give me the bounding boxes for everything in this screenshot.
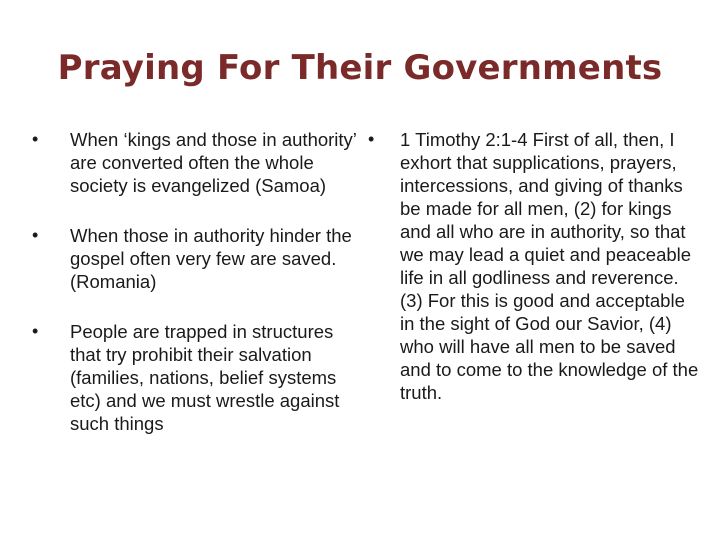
bullet-icon: • <box>32 129 39 149</box>
scripture-quote-text: 1 Timothy 2:1-4 First of all, then, I exhort that supplications, prayers, intercessions, and giving of thanks be made for all men, (2) for kings and all who are in authority, so that we may lead a quiet and peaceable life in all godliness and reverence. (3) For this is good and acceptable in the sight of God our Savior, (4) who will have all men to be saved and to come to the knowledge of the truth. <box>400 129 699 403</box>
list-item <box>366 128 700 404</box>
bullet-icon: • <box>32 225 39 245</box>
list-item-text: People are trapped in structures that try prohibit their salvation (families, nations, belief systems etc) and we must wrestle against such things <box>70 321 340 434</box>
list-item <box>30 224 358 293</box>
list-item-text: When those in authority hinder the gospel often very few are saved. (Romania) <box>70 225 352 292</box>
left-column <box>30 128 358 435</box>
left-bullet-list <box>30 128 358 435</box>
bullet-icon: • <box>368 129 375 149</box>
list-item-text: When ‘kings and those in authority’ are converted often the whole society is evangelized (Samoa) <box>70 129 357 196</box>
right-bullet-list <box>366 128 700 404</box>
list-item <box>30 128 358 197</box>
right-column <box>366 128 700 404</box>
bullet-icon: • <box>32 321 39 341</box>
slide-title: Praying For Their Governments <box>57 48 663 88</box>
list-item <box>30 320 358 435</box>
